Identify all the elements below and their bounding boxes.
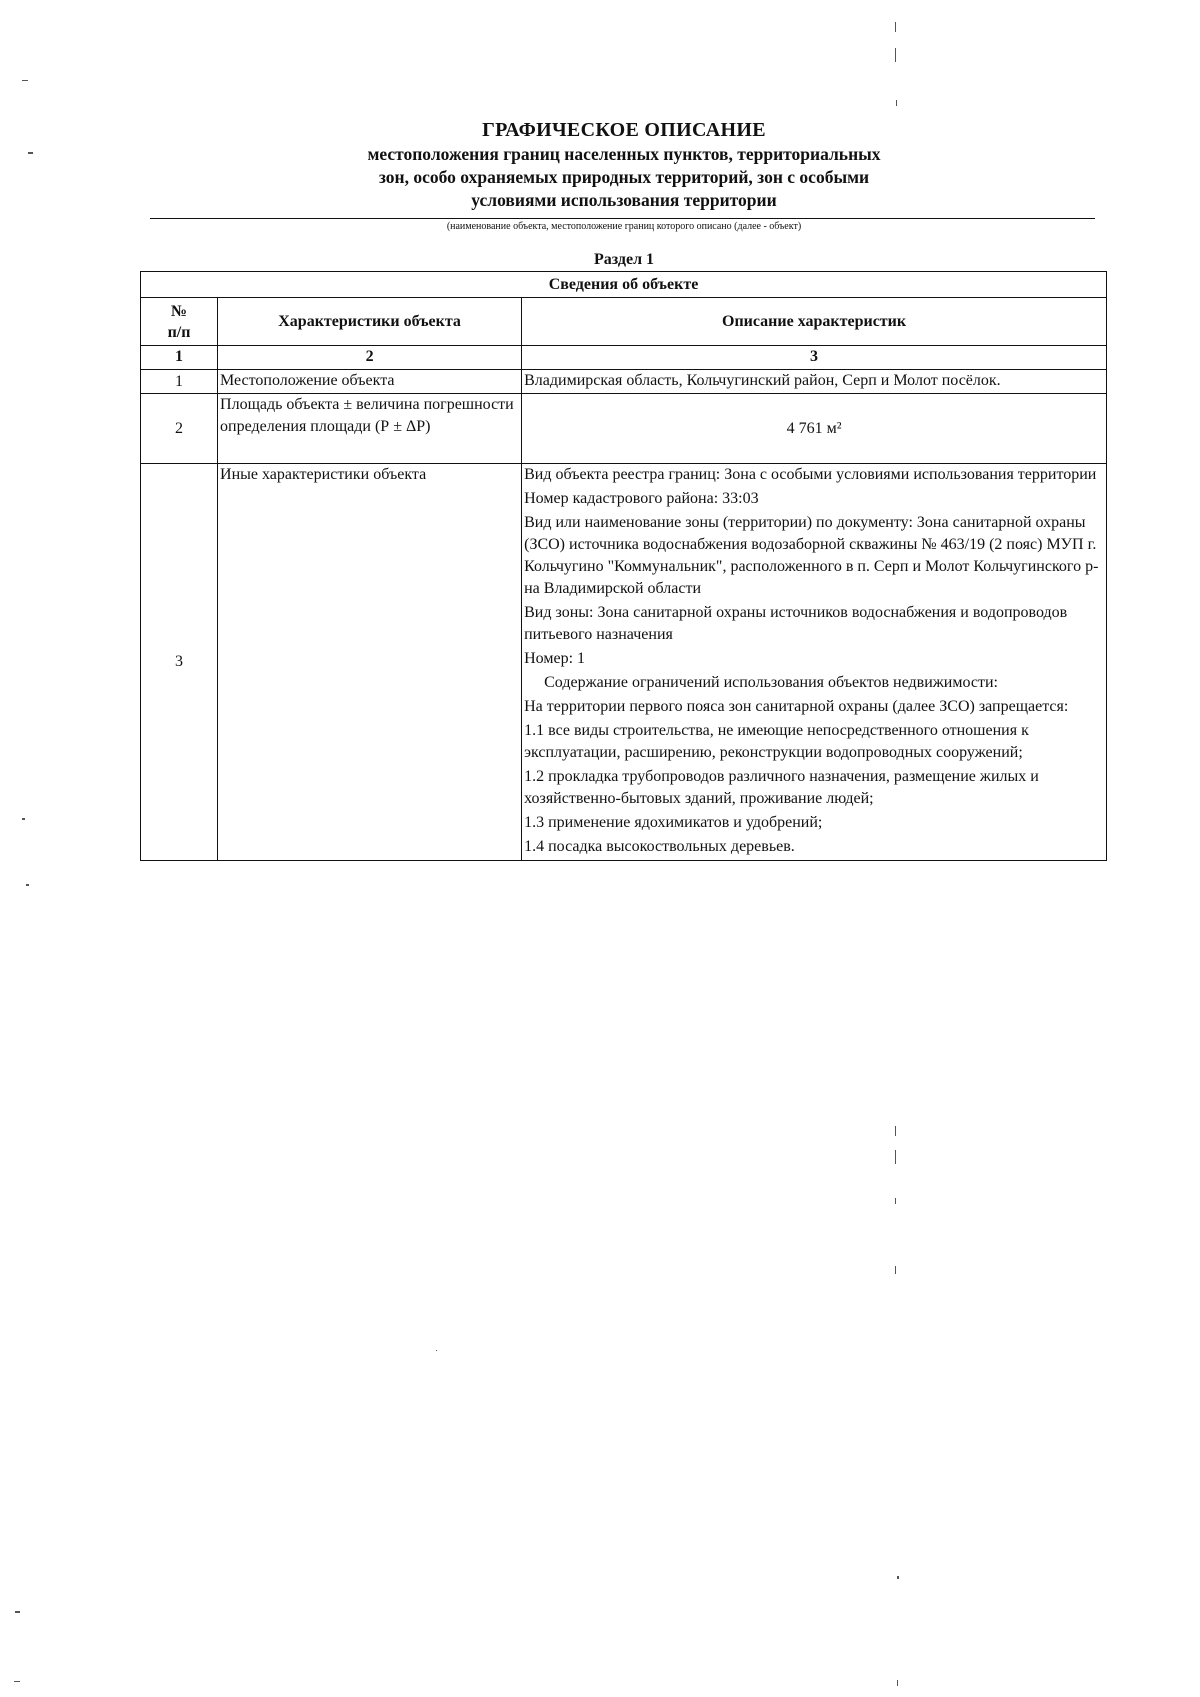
row-3-paragraph: 1.2 прокладка трубопроводов различного назначения, размещение жилых и хозяйственно-бытовых зданий, проживание людей; [524, 768, 1039, 807]
document-subtitle-line-1: местоположения границ населенных пунктов, территориальных [367, 144, 881, 164]
row-3-paragraph: Вид или наименование зоны (территории) по документу: Зона санитарной охраны (ЗСО) источника водоснабжения водозаборной скважины № 463/19 (2 пояс) МУП г. Кольчугино "Коммунальник", расположенного в п. Серп и Молот Кольчугинского р-на Владимирской области [524, 514, 1099, 597]
row-3-paragraph: 1.3 применение ядохимикатов и удобрений; [524, 814, 823, 831]
table-caption: Сведения об объекте [141, 272, 1107, 298]
object-info-table [140, 271, 1107, 861]
row-1-num: 1 [141, 370, 218, 394]
header-characteristic: Характеристики объекта [218, 298, 522, 346]
row-3-paragraph: Содержание ограничений использования объектов недвижимости: [544, 674, 998, 691]
object-name-caption: (наименование объекта, местоположение границ которого описано (далее - объект) [446, 221, 802, 232]
column-number-2: 2 [218, 346, 522, 370]
row-3-paragraph: 1.1 все виды строительства, не имеющие непосредственного отношения к эксплуатации, расширению, реконструкции водопроводных сооружений; [524, 722, 1029, 761]
row-1-description: Владимирская область, Кольчугинский район, Серп и Молот посёлок. [522, 370, 1107, 394]
column-number-3: 3 [522, 346, 1107, 370]
row-3-description [522, 464, 1107, 861]
table-row [141, 464, 1107, 861]
row-2-characteristic: Площадь объекта ± величина погрешности определения площади (Р ± ΔР) [218, 394, 522, 464]
row-3-characteristic: Иные характеристики объекта [218, 464, 522, 861]
row-3-num: 3 [141, 464, 218, 861]
row-3-paragraph: Номер кадастрового района: 33:03 [524, 490, 759, 507]
section-title: Раздел 1 [593, 251, 655, 268]
row-3-paragraph: 1.4 посадка высокоствольных деревьев. [524, 838, 795, 855]
document-header [0, 118, 1200, 211]
row-2-num: 2 [141, 394, 218, 464]
column-number-1: 1 [141, 346, 218, 370]
table-row [141, 394, 1107, 464]
header-num: № п/п [141, 298, 218, 346]
row-3-paragraph: Номер: 1 [524, 650, 586, 667]
document-subtitle-line-3: условиями использования территории [471, 190, 777, 210]
row-3-paragraph: На территории первого пояса зон санитарной охраны (далее ЗСО) запрещается: [524, 698, 1069, 715]
row-1-characteristic: Местоположение объекта [218, 370, 522, 394]
document-subtitle-line-2: зон, особо охраняемых природных территорий, зон с особыми [378, 167, 870, 187]
row-3-paragraph: Вид объекта реестра границ: Зона с особыми условиями использования территории [524, 466, 1097, 483]
document-title: ГРАФИЧЕСКОЕ ОПИСАНИЕ [482, 119, 766, 141]
row-2-area-value: 4 761 м² [522, 394, 1107, 464]
table-row [141, 370, 1107, 394]
row-3-paragraph: Вид зоны: Зона санитарной охраны источников водоснабжения и водопроводов питьевого назначения [524, 604, 1068, 643]
header-description: Описание характеристик [522, 298, 1107, 346]
object-name-underline [150, 218, 1095, 219]
